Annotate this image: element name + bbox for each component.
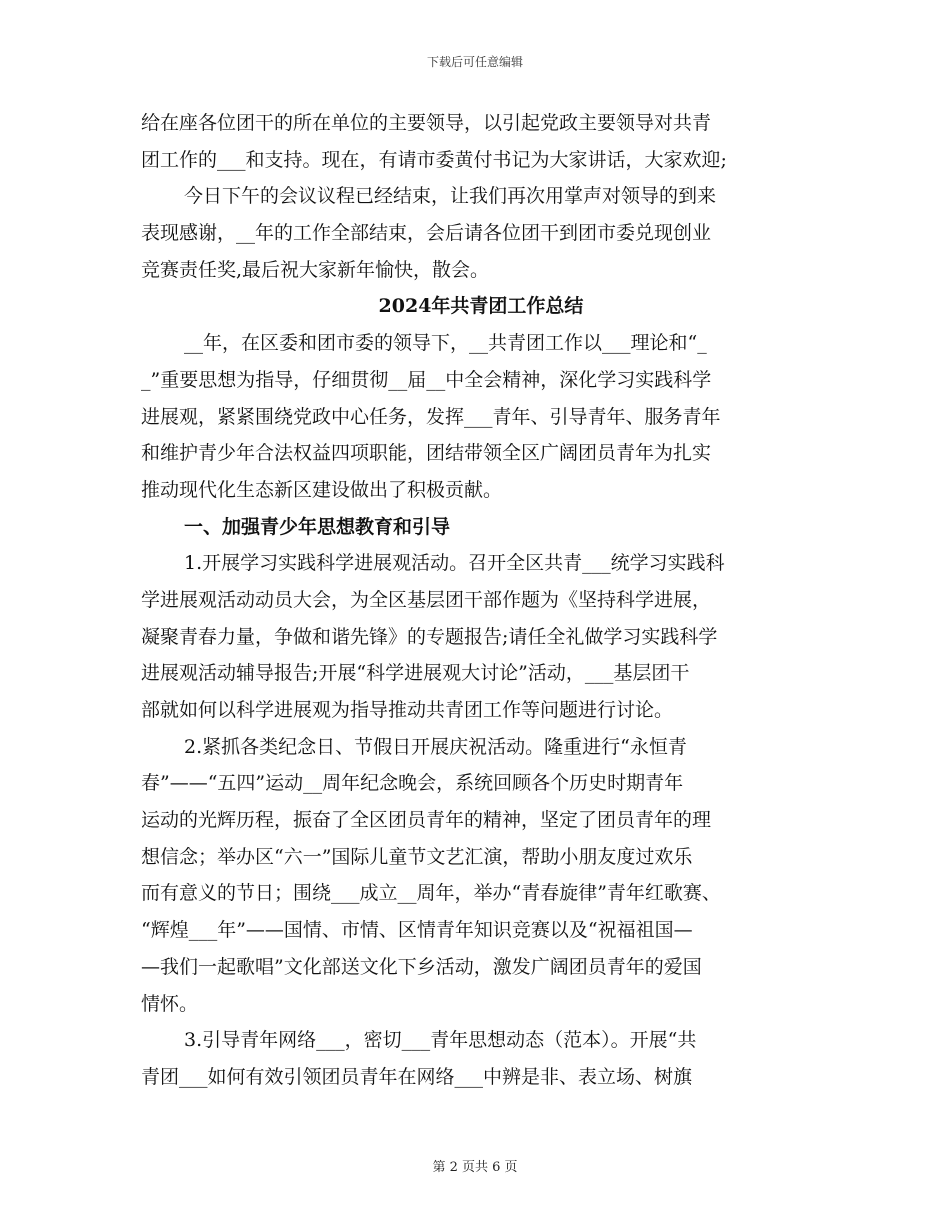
text-line: 春”——“五四”运动__周年纪念晚会，系统回顾各个历史时期青年 xyxy=(141,772,684,795)
text-line: 今日下午的会议议程已经结束，让我们再次用掌声对领导的到来 xyxy=(184,185,717,208)
text-line: 而有意义的节日；围绕___成立__周年，举办“青春旋律”青年红歌赛、 xyxy=(141,882,721,905)
text-line: 青团___如何有效引领团员青年在网络___中辨是非、表立场、树旗 xyxy=(141,1065,693,1088)
text-line: 表现感谢，__年的工作全部结束，会后请各位团干到团市委兑现创业 xyxy=(141,222,712,245)
text-line: 和维护青少年合法权益四项职能，团结带领全区广阔团员青年为扎实 xyxy=(141,442,712,465)
text-line: 凝聚青春力量，争做和谐先锋》的专题报告;请任全礼做学习实践科学 xyxy=(141,625,718,648)
text-line: 2.紧抓各类纪念日、节假日开展庆祝活动。隆重进行“永恒青 xyxy=(184,735,687,758)
text-line: 3.引导青年网络___，密切___青年思想动态（范本）。开展“共 xyxy=(184,1029,697,1052)
text-line: 情怀。 xyxy=(141,992,199,1015)
text-line: 竞赛责任奖,最后祝大家新年愉快，散会。 xyxy=(141,258,490,281)
text-line: _”重要思想为指导，仔细贯彻__届__中全会精神，深化学习实践科学 xyxy=(141,368,712,391)
page-header: 下载后可任意编辑 xyxy=(426,55,523,69)
text-line: 运动的光辉历程，振奋了全区团员青年的精神，坚定了团员青年的理 xyxy=(141,809,712,832)
text-line: —我们一起歌唱”文化部送文化下乡活动，激发广阔团员青年的爱国 xyxy=(141,955,702,978)
text-line: __年，在区委和团市委的领导下，__共青团工作以___理论和“_ xyxy=(184,332,707,355)
section-heading: 一、加强青少年思想教育和引导 xyxy=(184,515,451,538)
document-body xyxy=(141,105,821,1096)
text-line: 团工作的___和支持。现在，有请市委黄付书记为大家讲话，大家欢迎; xyxy=(141,148,727,171)
text-line: 进展观，紧紧围绕党政中心任务，发挥___青年、引导青年、服务青年 xyxy=(141,405,721,428)
section-title: 2024年共青团工作总结 xyxy=(378,295,584,318)
text-line: “辉煌___年”——国情、市情、区情青年知识竞赛以及“祝福祖国— xyxy=(141,919,693,942)
page-footer: 第 2 页共 6 页 xyxy=(432,1160,518,1175)
text-line: 1.开展学习实践科学进展观活动。召开全区共青___统学习实践科 xyxy=(184,552,725,575)
text-line: 学进展观活动动员大会，为全区基层团干部作题为《坚持科学进展， xyxy=(141,588,712,611)
text-line: 进展观活动辅导报告;开展“科学进展观大讨论”活动，___基层团干 xyxy=(141,662,690,685)
text-line: 推动现代化生态新区建设做出了积极贡献。 xyxy=(141,478,503,501)
text-line: 给在座各位团干的所在单位的主要领导，以引起党政主要领导对共青 xyxy=(141,112,712,134)
text-line: 部就如何以科学进展观为指导推动共青团工作等问题进行讨论。 xyxy=(141,699,674,721)
text-line: 想信念；举办区“六一”国际儿童节文艺汇演，帮助小朋友度过欢乐 xyxy=(141,845,693,868)
